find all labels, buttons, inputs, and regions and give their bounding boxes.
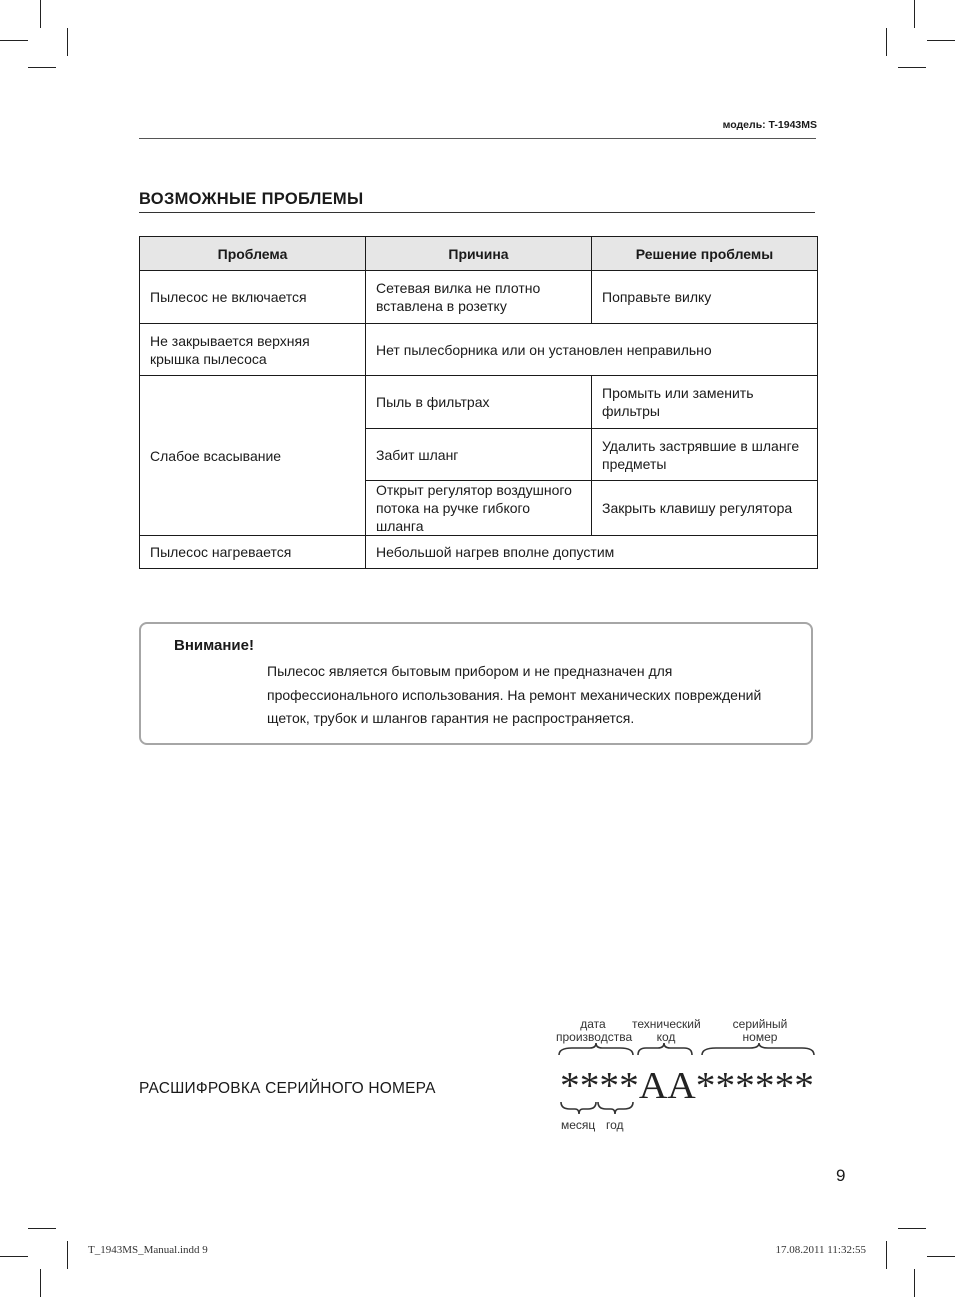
- solution-cell: Промыть или заменить фильтры: [592, 376, 818, 429]
- title-underline: [139, 212, 815, 213]
- table-row: [140, 376, 818, 429]
- solution-cell: Закрыть клавишу регулятора: [592, 481, 818, 536]
- label-month: месяц: [561, 1118, 596, 1132]
- warning-text: Пылесос является бытовым прибором и не предназначен для профессионального использования. На ремонт механических повреждений щеток, трубок и шлангов гарантия не распространяется.: [267, 663, 762, 726]
- serial-code: ****AA******: [560, 1065, 814, 1107]
- crop-mark: [67, 1241, 68, 1269]
- header-problem: Проблема: [140, 237, 366, 271]
- problem-cell: Слабое всасывание: [140, 376, 366, 536]
- cause-cell: Пыль в фильтрах: [366, 376, 592, 429]
- header-solution: Решение проблемы: [592, 237, 818, 271]
- footer-file: T_1943MS_Manual.indd 9: [88, 1244, 208, 1256]
- problem-cell: Не закрывается верхняя крышка пылесоса: [140, 324, 366, 376]
- crop-mark: [886, 1241, 887, 1269]
- cause-cell: Открыт регулятор воздушного потока на ручке гибкого шланга: [366, 481, 592, 536]
- crop-mark: [914, 1269, 915, 1297]
- brace-date: [559, 1043, 633, 1055]
- crop-mark: [898, 67, 926, 68]
- crop-mark: [40, 0, 41, 28]
- crop-mark: [927, 1256, 955, 1257]
- label-year: год: [606, 1118, 624, 1132]
- cause-cell: Сетевая вилка не плотно вставлена в розетку: [366, 271, 592, 324]
- problem-cell: Пылесос нагревается: [140, 536, 366, 569]
- table-header-row: [140, 237, 818, 271]
- page-number: 9: [836, 1166, 846, 1185]
- crop-mark: [927, 40, 955, 41]
- brace-serial: [702, 1043, 814, 1055]
- crop-mark: [898, 1228, 926, 1229]
- footer-datetime: 17.08.2011 11:32:55: [775, 1244, 866, 1256]
- crop-mark: [28, 67, 56, 68]
- troubleshooting-table: [139, 236, 818, 569]
- serial-diagram: [550, 1012, 820, 1122]
- label-tech: технический код: [632, 1017, 701, 1044]
- serial-section-title: РАСШИФРОВКА СЕРИЙНОГО НОМЕРА: [139, 1080, 436, 1097]
- cause-solution-cell: Небольшой нагрев вполне допустим: [366, 536, 818, 569]
- warning-box: [139, 622, 813, 745]
- crop-mark: [886, 28, 887, 56]
- brace-tech: [638, 1043, 692, 1055]
- problem-cell: Пылесос не включается: [140, 271, 366, 324]
- label-date: дата производства: [556, 1017, 633, 1044]
- solution-cell: Поправьте вилку: [592, 271, 818, 324]
- warning-title: Внимание!: [174, 637, 254, 654]
- header-cause: Причина: [366, 237, 592, 271]
- crop-mark: [28, 1228, 56, 1229]
- model-label: модель: T-1943MS: [722, 119, 817, 131]
- section-title: ВОЗМОЖНЫЕ ПРОБЛЕМЫ: [139, 190, 364, 208]
- table-row: [140, 324, 818, 376]
- table-row: [140, 536, 818, 569]
- cause-solution-cell: Нет пылесборника или он установлен неправильно: [366, 324, 818, 376]
- header-divider: [139, 138, 816, 139]
- crop-mark: [914, 0, 915, 28]
- cause-cell: Забит шланг: [366, 429, 592, 481]
- crop-mark: [0, 40, 28, 41]
- solution-cell: Удалить застрявшие в шланге предметы: [592, 429, 818, 481]
- crop-mark: [67, 28, 68, 56]
- crop-mark: [0, 1256, 28, 1257]
- table-row: [140, 271, 818, 324]
- label-serial: серийный номер: [732, 1017, 788, 1044]
- crop-mark: [40, 1269, 41, 1297]
